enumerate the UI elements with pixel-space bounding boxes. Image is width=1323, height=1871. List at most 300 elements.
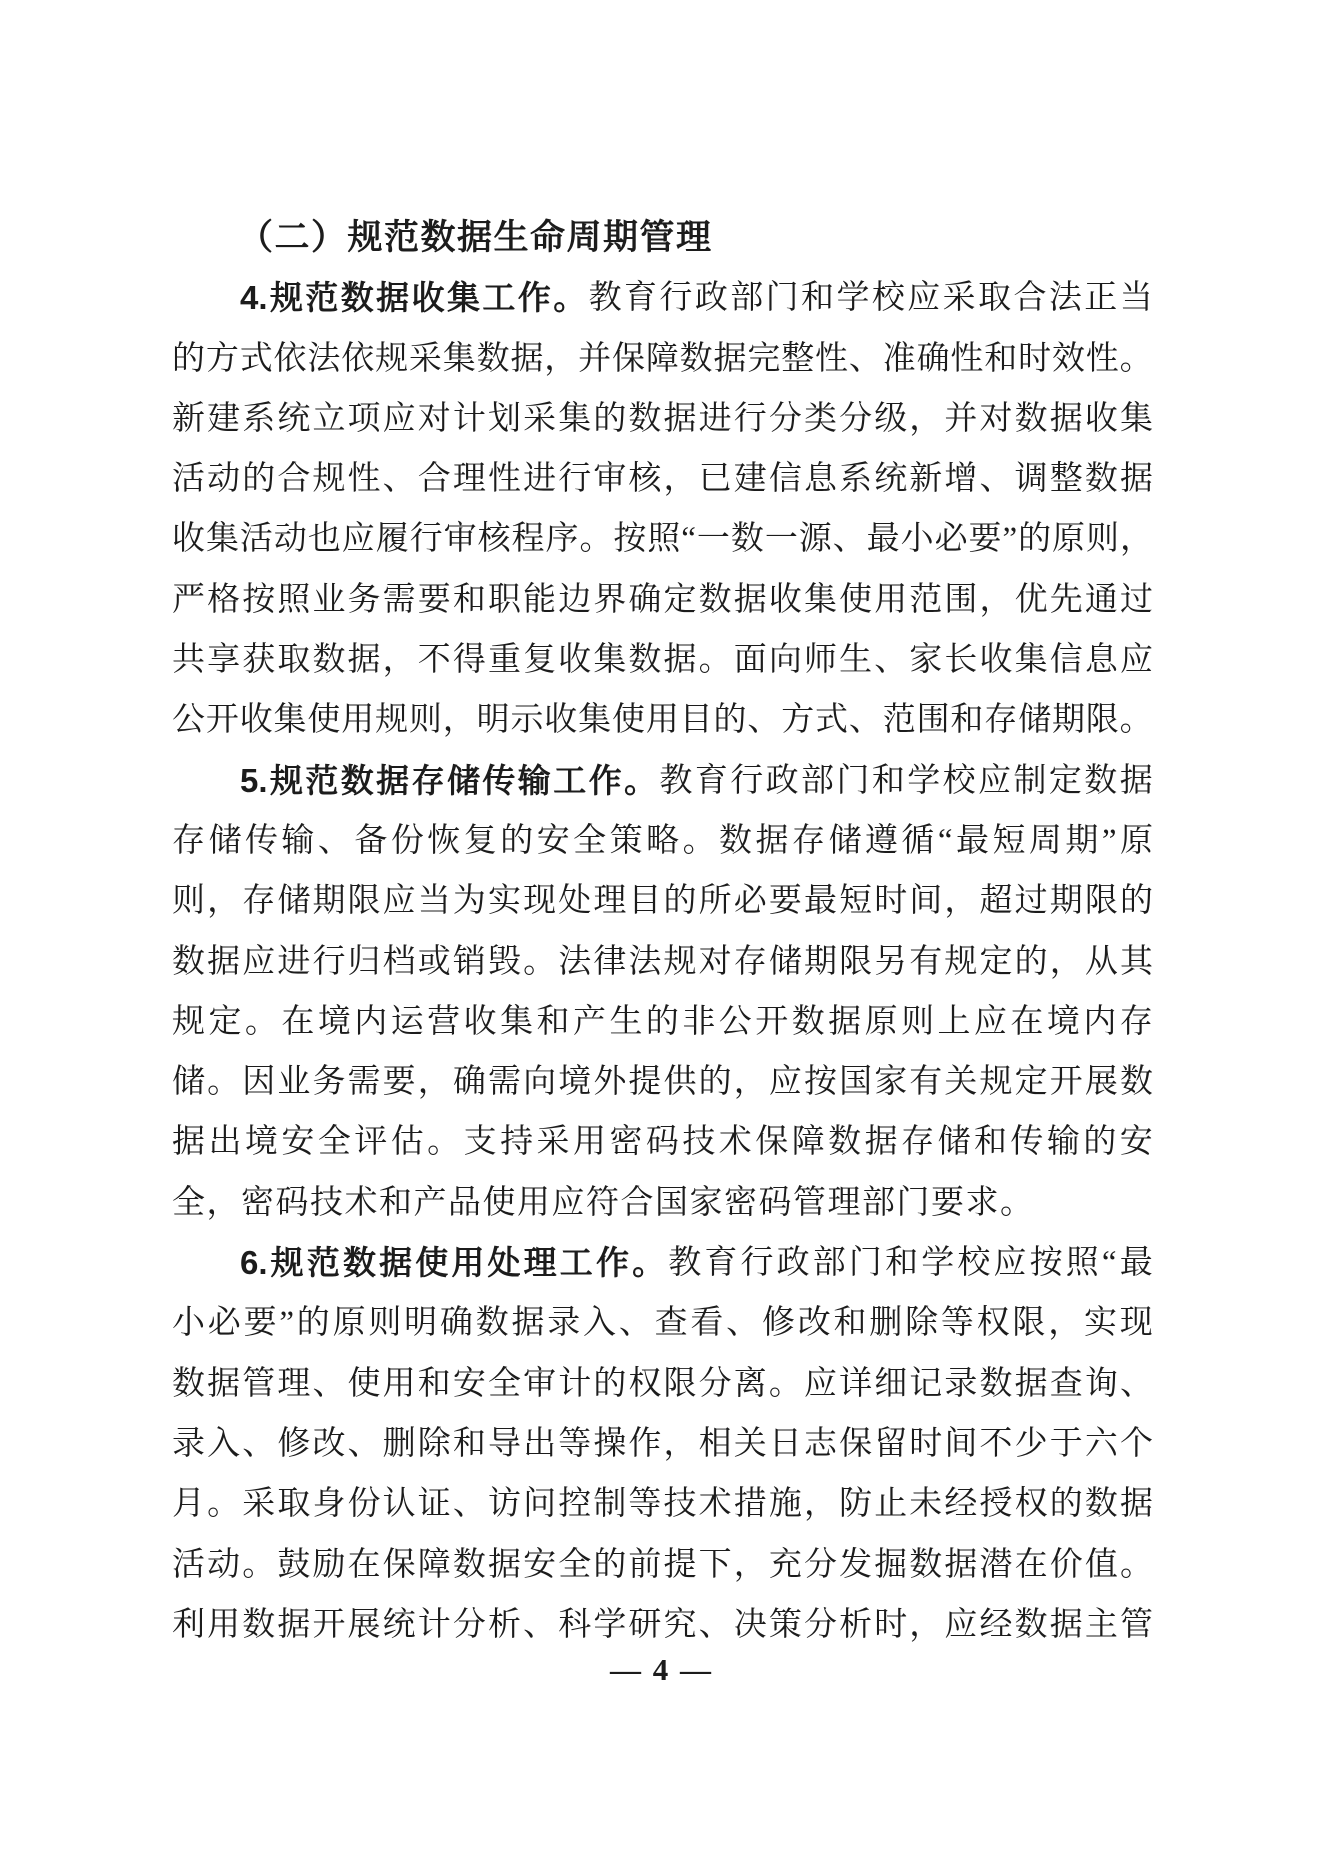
paragraph-text: 集	[558, 400, 592, 437]
paragraph-text: 从	[1084, 943, 1118, 980]
paragraph-text: 等	[558, 1425, 592, 1462]
paragraph-text: 行	[409, 521, 443, 558]
paragraph-text: 要	[968, 521, 1002, 558]
paragraph-text: 围	[916, 702, 950, 739]
paragraph-text: 充	[768, 1546, 802, 1583]
paragraph-text: 研	[628, 1606, 662, 1643]
paragraph-text: 照	[277, 581, 311, 618]
text-line	[172, 1233, 1153, 1293]
paragraph-text: 措	[733, 1486, 767, 1523]
paragraph-text: 发	[839, 1546, 873, 1583]
paragraph-text: 存	[901, 1124, 935, 1161]
paragraph-text: “	[937, 822, 953, 859]
paragraph-text: 时	[874, 1606, 908, 1643]
paragraph-text: 系	[242, 400, 276, 437]
paragraph-text: 据	[207, 1365, 241, 1402]
paragraph-text: 应	[803, 1365, 837, 1402]
paragraph-lead: 。	[624, 761, 657, 799]
paragraph-text: 进	[698, 400, 732, 437]
paragraph-text: 级	[874, 400, 908, 437]
paragraph-text: 制	[1013, 762, 1047, 799]
paragraph-text: 存	[172, 822, 205, 859]
paragraph-text: 建	[207, 400, 241, 437]
paragraph-text: 校	[957, 1245, 991, 1282]
paragraph-lead: 据	[376, 279, 410, 317]
paragraph-text: 安	[281, 1124, 315, 1161]
paragraph-text: 门	[848, 1245, 882, 1282]
paragraph-text: 经	[944, 1486, 978, 1523]
paragraph-lead: 储	[446, 761, 480, 799]
paragraph-text: 改	[797, 1305, 831, 1342]
paragraph-text: 集	[1119, 400, 1153, 437]
paragraph-text: 规	[172, 1003, 205, 1040]
paragraph-text: 、	[523, 1606, 557, 1643]
paragraph-text: 储	[172, 1064, 205, 1101]
text-line	[172, 509, 1153, 569]
paragraph-text: 限	[839, 943, 873, 980]
paragraph-text: 在	[281, 1003, 315, 1040]
paragraph-text: 照	[647, 521, 681, 558]
paragraph-text: 程	[511, 521, 545, 558]
paragraph-text: 或	[417, 943, 451, 980]
paragraph-text: 营	[427, 1003, 461, 1040]
paragraph-text: ，	[663, 461, 697, 498]
paragraph-text: 据	[1119, 1486, 1153, 1523]
paragraph-text: 展	[347, 1606, 381, 1643]
paragraph-text: 据	[755, 822, 789, 859]
paragraph-text: 律	[593, 943, 627, 980]
paragraph-text: 增	[944, 461, 978, 498]
paragraph-text: 分	[803, 1606, 837, 1643]
paragraph-text: 开	[312, 1606, 346, 1643]
paragraph-text: 并	[944, 400, 978, 437]
paragraph-text: 统	[874, 461, 908, 498]
paragraph-text: 活	[239, 521, 273, 558]
paragraph-text: 、	[312, 1365, 346, 1402]
paragraph-text: 安	[536, 822, 570, 859]
paragraph-text: 家	[874, 1064, 908, 1101]
paragraph-text: 数	[475, 1305, 509, 1342]
paragraph-text: 、	[618, 1305, 652, 1342]
paragraph-text: 防	[839, 1486, 873, 1523]
paragraph-lead: 数	[340, 279, 374, 317]
paragraph-text: 数	[1119, 1064, 1153, 1101]
paragraph-text: 业	[312, 581, 346, 618]
paragraph-text: 的	[1018, 521, 1052, 558]
paragraph-text: 限	[1085, 702, 1119, 739]
paragraph-text: 优	[1014, 581, 1048, 618]
paragraph-text: 务	[347, 581, 381, 618]
paragraph-text: 集	[205, 521, 239, 558]
paragraph-text: 据	[663, 400, 697, 437]
paragraph-text: 和	[452, 581, 486, 618]
paragraph-text: 教	[668, 1245, 702, 1282]
paragraph-text: 份	[390, 822, 424, 859]
paragraph-text: 、	[317, 822, 351, 859]
paragraph-text: 时	[909, 1425, 943, 1462]
paragraph-text: 法	[307, 340, 341, 377]
paragraph-text: 的	[698, 1064, 732, 1101]
paragraph-text: 上	[937, 1003, 971, 1040]
paragraph-text: 通	[1084, 581, 1118, 618]
paragraph-text: 过	[1014, 883, 1048, 920]
paragraph-text: ”	[279, 1305, 294, 1342]
paragraph-text: 用	[572, 1124, 606, 1161]
paragraph-text: 新	[909, 461, 943, 498]
paragraph-text: ，	[944, 883, 978, 920]
paragraph-text: 门	[836, 762, 870, 799]
paragraph-text: 收	[768, 581, 802, 618]
paragraph-text: 数	[828, 1124, 862, 1161]
text-line	[172, 389, 1153, 449]
paragraph-text: 的	[1014, 943, 1048, 980]
paragraph-text: 。	[244, 1003, 278, 1040]
paragraph-text: 生	[839, 642, 873, 679]
paragraph-text: 数	[909, 1546, 943, 1583]
paragraph-text: 录	[944, 1365, 978, 1402]
paragraph-text: 明	[404, 1305, 438, 1342]
paragraph-text: 方	[781, 702, 815, 739]
paragraph-text: 规	[375, 702, 409, 739]
paragraph-text: 部	[812, 1245, 846, 1282]
paragraph-text: 开	[205, 702, 239, 739]
paragraph-text: 对	[698, 943, 732, 980]
paragraph-text: 操	[593, 1425, 627, 1462]
paragraph-text: 立	[312, 400, 346, 437]
paragraph-text: 删	[869, 1305, 903, 1342]
paragraph-text: 用	[382, 1365, 416, 1402]
paragraph-text: 数	[1084, 461, 1118, 498]
paragraph-text: 有	[909, 943, 943, 980]
paragraph-text: 应	[973, 1003, 1007, 1040]
paragraph-text: 查	[654, 1305, 688, 1342]
paragraph-lead: 理	[523, 1244, 557, 1282]
paragraph-text: 目	[628, 883, 662, 920]
paragraph-text: ，	[207, 883, 241, 920]
paragraph-text: 审	[593, 461, 627, 498]
paragraph-text: 保	[382, 1546, 416, 1583]
paragraph-text: 据	[172, 1124, 205, 1161]
paragraph-text: 收	[239, 702, 273, 739]
paragraph-text: ，	[382, 642, 416, 679]
paragraph-text: 用	[645, 702, 679, 739]
paragraph-text: 不	[417, 642, 451, 679]
paragraph-lead: 用	[451, 1244, 485, 1282]
paragraph-text: 存	[791, 822, 825, 859]
paragraph-text: 份	[347, 1486, 381, 1523]
paragraph-text: 和	[536, 1003, 570, 1040]
paragraph-text: 六	[1084, 1425, 1118, 1462]
body-text	[172, 268, 1153, 1655]
paragraph-text: 应	[907, 280, 941, 317]
paragraph-text: 规	[979, 1064, 1013, 1101]
paragraph-text: 身	[312, 1486, 346, 1523]
paragraph-text: 展	[1084, 1064, 1118, 1101]
paragraph-text: 确	[628, 581, 662, 618]
paragraph-text: 定	[1014, 1064, 1048, 1101]
paragraph-text: 最	[803, 883, 837, 920]
paragraph-text: 学	[593, 1606, 627, 1643]
paragraph-text: 期	[312, 883, 346, 920]
paragraph-text: 现	[1119, 1305, 1153, 1342]
paragraph-text: 规	[663, 943, 697, 980]
paragraph-text: 。	[682, 822, 716, 859]
paragraph-text: 施	[768, 1486, 802, 1523]
paragraph-text: 应	[382, 883, 416, 920]
paragraph-text: 调	[1014, 461, 1048, 498]
paragraph-text: 据	[944, 1546, 978, 1583]
paragraph-text: 和	[950, 702, 984, 739]
paragraph-text: 于	[1049, 1425, 1083, 1462]
paragraph-text: 应	[341, 521, 375, 558]
paragraph-text: 。	[523, 943, 557, 980]
paragraph-text: 则	[172, 883, 205, 920]
paragraph-text: 改	[312, 1425, 346, 1462]
paragraph-text: 政	[776, 1245, 810, 1282]
paragraph-text: 要	[243, 1305, 277, 1342]
paragraph-text: 活	[172, 461, 205, 498]
paragraph-text: 入	[583, 1305, 617, 1342]
paragraph-text: 分	[768, 400, 802, 437]
paragraph-text: 息	[803, 461, 837, 498]
paragraph-text: 全	[573, 822, 607, 859]
paragraph-text: 收	[558, 642, 592, 679]
paragraph-text: 据	[511, 1305, 545, 1342]
paragraph-text: 因	[242, 1064, 276, 1101]
paragraph-text: 据	[663, 642, 697, 679]
paragraph-text: 毁	[487, 943, 521, 980]
paragraph-text: 修	[761, 1305, 795, 1342]
paragraph-text: 的	[593, 1365, 627, 1402]
paragraph-text: 业	[277, 1064, 311, 1101]
paragraph-text: 数	[242, 1606, 276, 1643]
paragraph-text: 、	[747, 702, 781, 739]
paragraph-text: 生	[609, 1003, 643, 1040]
paragraph-text: 界	[593, 581, 627, 618]
paragraph-text: 行	[730, 762, 764, 799]
paragraph-text: 外	[593, 1064, 627, 1101]
paragraph-text: 主	[1084, 1606, 1118, 1643]
paragraph-text: 性	[815, 340, 849, 377]
paragraph-text: 最	[955, 822, 989, 859]
paragraph-text: 规	[312, 461, 346, 498]
paragraph-text: 共	[172, 642, 205, 679]
paragraph-text: 教	[659, 762, 693, 799]
paragraph-text: 向	[768, 642, 802, 679]
paragraph-text: 最	[1119, 1245, 1153, 1282]
paragraph-lead: 集	[446, 279, 480, 317]
paragraph-text: ，	[417, 1064, 451, 1101]
paragraph-text: 类	[803, 400, 837, 437]
paragraph-text: 分	[839, 400, 873, 437]
text-line	[172, 1293, 1153, 1353]
paragraph-text: 集	[578, 702, 612, 739]
paragraph-text: 集	[500, 1003, 534, 1040]
paragraph-text: 输	[1046, 1124, 1080, 1161]
paragraph-text: 取	[978, 280, 1012, 317]
paragraph-text: 和	[833, 1305, 867, 1342]
paragraph-text: 范	[882, 702, 916, 739]
paragraph-text: 留	[874, 1425, 908, 1462]
paragraph-text: 估	[390, 1124, 424, 1161]
paragraph-text: 利	[172, 1606, 205, 1643]
paragraph-lead: 6.	[240, 1244, 268, 1282]
paragraph-text: 正	[1084, 280, 1118, 317]
paragraph-text: 记	[909, 1365, 943, 1402]
paragraph-text: 使	[839, 581, 873, 618]
paragraph-lead: 作	[595, 1244, 629, 1282]
paragraph-text: 集	[442, 340, 476, 377]
paragraph-lead: 。	[553, 279, 587, 317]
paragraph-text: ，	[979, 581, 1013, 618]
paragraph-text: 开	[755, 1003, 789, 1040]
paragraph-text: 止	[874, 1486, 908, 1523]
paragraph-text: 收	[544, 702, 578, 739]
paragraph-text: 据	[864, 1124, 898, 1161]
paragraph-text: 的	[593, 400, 627, 437]
paragraph-text: 数	[1084, 762, 1118, 799]
paragraph-lead: 规	[270, 1244, 304, 1282]
paragraph-text: 育	[624, 280, 657, 317]
paragraph-text: 校	[871, 280, 905, 317]
paragraph-text: 相	[698, 1425, 732, 1462]
paragraph-text: 、	[382, 461, 416, 498]
paragraph-text: 小	[900, 521, 934, 558]
paragraph-text: 储	[937, 1124, 971, 1161]
paragraph-text: 育	[694, 762, 728, 799]
paragraph-text: 源	[798, 521, 832, 558]
paragraph-text: 。	[1119, 340, 1153, 377]
paragraph-text: 则	[901, 1003, 935, 1040]
paragraph-text: 删	[382, 1425, 416, 1462]
paragraph-text: 值	[1084, 1546, 1118, 1583]
paragraph-text: 密	[609, 1124, 643, 1161]
paragraph-text: 、	[242, 1425, 276, 1462]
paragraph-text: 保	[611, 340, 645, 377]
paragraph-text: 时	[874, 883, 908, 920]
paragraph-text: 权	[1014, 1486, 1048, 1523]
paragraph-lead: 范	[306, 1244, 340, 1282]
paragraph-text: 合	[277, 461, 311, 498]
paragraph-text: 。	[207, 1486, 241, 1523]
paragraph-text: 间	[944, 1425, 978, 1462]
paragraph-text: 信	[1049, 642, 1083, 679]
paragraph-text: 数	[1084, 1486, 1118, 1523]
paragraph-text: 依	[273, 340, 307, 377]
paragraph-text: 、	[1119, 1365, 1153, 1402]
text-line	[172, 811, 1153, 871]
paragraph-text: 原	[1119, 822, 1153, 859]
paragraph-text: 备	[354, 822, 388, 859]
text-line	[172, 871, 1153, 931]
paragraph-text: 析	[839, 1606, 873, 1643]
paragraph-text: 计	[558, 1365, 592, 1402]
paragraph-text: 除	[417, 1425, 451, 1462]
paragraph-text: 动	[273, 521, 307, 558]
paragraph-text: 的	[645, 1003, 679, 1040]
paragraph-text: 期	[1049, 883, 1083, 920]
paragraph-text: 期	[1051, 702, 1085, 739]
paragraph-text: 全	[558, 1546, 592, 1583]
paragraph-text: 明	[476, 702, 510, 739]
paragraph-text: 志	[803, 1425, 837, 1462]
paragraph-lead: 工	[553, 761, 587, 799]
paragraph-text: 据	[207, 943, 241, 980]
paragraph-text: 序	[545, 521, 579, 558]
text-line	[172, 449, 1153, 509]
paragraph-text: 按	[242, 581, 276, 618]
paragraph-text: 进	[523, 461, 557, 498]
paragraph-text: 准	[882, 340, 916, 377]
paragraph-text: 法	[628, 943, 662, 980]
paragraph-text: 国	[839, 1064, 873, 1101]
paragraph-text: 储	[277, 883, 311, 920]
paragraph-text: 则	[408, 702, 442, 739]
paragraph-text: 下	[698, 1546, 732, 1583]
paragraph-text: 必	[733, 883, 767, 920]
paragraph-text: 看	[690, 1305, 724, 1342]
text-line	[172, 1414, 1153, 1474]
text-line	[172, 1354, 1153, 1414]
paragraph-text: 码	[645, 1124, 679, 1161]
paragraph-text: 要	[417, 581, 451, 618]
paragraph-text: 的	[500, 822, 534, 859]
text-line	[172, 1112, 1153, 1172]
paragraph-text: 行	[558, 461, 592, 498]
paragraph-text: 、	[848, 702, 882, 739]
paragraph-text: 依	[341, 340, 375, 377]
paragraph-text: 享	[207, 642, 241, 679]
text-line	[172, 690, 1153, 750]
paragraph-text: 认	[382, 1486, 416, 1523]
paragraph-text: 动	[207, 461, 241, 498]
paragraph-text: ，	[733, 1546, 767, 1583]
paragraph-text: 进	[277, 943, 311, 980]
paragraph-text: 整	[1049, 461, 1083, 498]
paragraph-text: 政	[765, 762, 799, 799]
paragraph-text: ，	[909, 1606, 943, 1643]
paragraph-text: 定	[1048, 762, 1082, 799]
paragraph-text: 数	[312, 642, 346, 679]
paragraph-text: 数	[719, 822, 753, 859]
paragraph-text: 据	[510, 340, 544, 377]
paragraph-text: 的	[1119, 883, 1153, 920]
paragraph-text: 和	[452, 1425, 486, 1462]
paragraph-text: 访	[487, 1486, 521, 1523]
paragraph-text: 收	[979, 642, 1013, 679]
paragraph-text: 规	[944, 943, 978, 980]
paragraph-text: 理	[593, 883, 627, 920]
paragraph-text: 入	[207, 1425, 241, 1462]
paragraph-text: 周	[1028, 822, 1062, 859]
paragraph-text: 定	[208, 1003, 242, 1040]
paragraph-text: 的	[1083, 1124, 1117, 1161]
paragraph-text: 获	[242, 642, 276, 679]
paragraph-text: 运	[390, 1003, 424, 1040]
paragraph-text: 行	[312, 943, 346, 980]
paragraph-text: 完	[747, 340, 781, 377]
paragraph-text: ，	[733, 1064, 767, 1101]
paragraph-text: 数	[1014, 1606, 1048, 1643]
paragraph-text: 。	[427, 1124, 461, 1161]
paragraph-text: 数	[172, 943, 205, 980]
paragraph-text: 家	[909, 642, 943, 679]
paragraph-text: 间	[909, 883, 943, 920]
paragraph-text: 理	[452, 461, 486, 498]
paragraph-text: 经	[979, 1606, 1013, 1643]
paragraph-text: 最	[866, 521, 900, 558]
paragraph-text: 术	[698, 1486, 732, 1523]
